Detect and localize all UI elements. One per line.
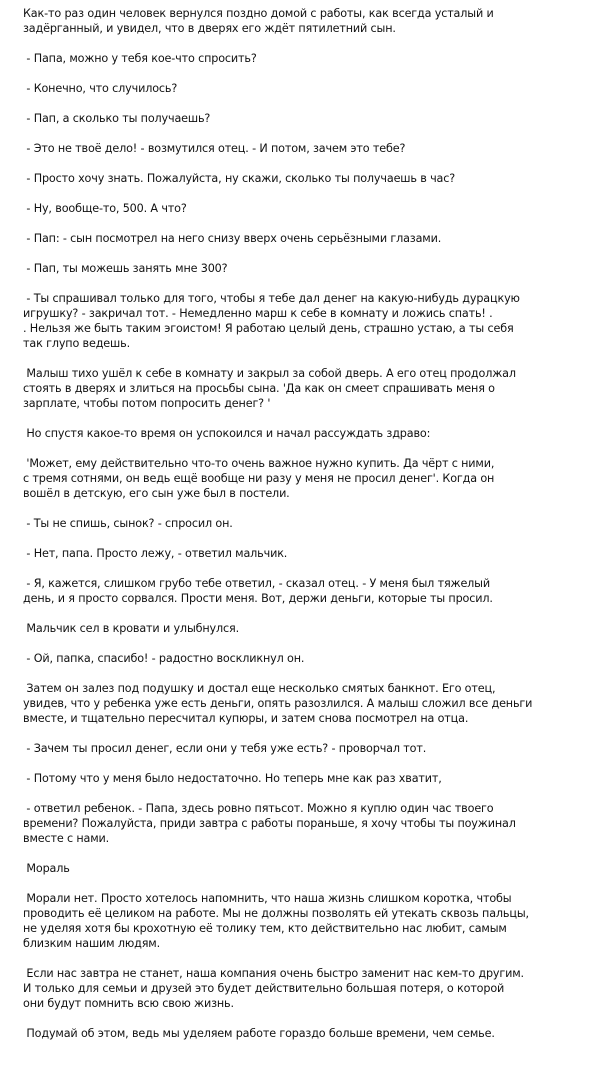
paragraph-dialogue: - Ты спрашивал только для того, чтобы я тебе дал денег на какую-нибудь дурацкую игрушку? - закричал тот. - Немедленно марш к себе в комнату и ложись спать! . . Нельзя же быть таким эгоистом! Я работаю целый день, страшно устаю, а ты себя так глупо ведешь. [23, 292, 520, 350]
story-text [23, 6, 603, 1041]
paragraph-dialogue: - Папа, можно у тебя кое-что спросить? [23, 52, 257, 65]
paragraph-moral: Морали нет. Просто хотелось напомнить, что наша жизнь слишком коротка, чтобы проводить её целиком на работе. Мы не должны позволять ей утекать сквозь пальцы, не уделяя хотя бы крохотную её толику тем, кто действительно нас любит, самым близким нашим людям. [23, 892, 529, 950]
paragraph-narration: Затем он залез под подушку и достал еще несколько смятых банкнот. Его отец, увидев, что у ребенка уже есть деньги, опять разозлился. А малыш сложил все деньги вместе, и тщательно пересчитал купюры, и затем снова посмотрел на отца. [23, 682, 533, 725]
paragraph-narration: 'Может, ему действительно что-то очень важное нужно купить. Да чёрт с ними, с тремя сотнями, он ведь ещё вообще ни разу у меня не просил денег'. Когда он вошёл в детскую, его сын уже был в постели. [23, 457, 495, 500]
paragraph-dialogue: - Просто хочу знать. Пожалуйста, ну скажи, сколько ты получаешь в час? [23, 172, 456, 185]
paragraph-intro: Как-то раз один человек вернулся поздно домой с работы, как всегда усталый и задёрганный, и увидел, что в дверях его ждёт пятилетний сын. [23, 7, 494, 35]
paragraph-closing: Подумай об этом, ведь мы уделяем работе гораздо больше времени, чем семье. [23, 1027, 495, 1040]
paragraph-dialogue: - Это не твоё дело! - возмутился отец. - И потом, зачем это тебе? [23, 142, 406, 155]
paragraph-dialogue: - Потому что у меня было недостаточно. Но теперь мне как раз хватит, [23, 772, 442, 785]
paragraph-dialogue: - ответил ребенок. - Папа, здесь ровно пятьсот. Можно я куплю один час твоего времени? Пожалуйста, приди завтра с работы пораньше, я хочу чтобы ты поужинал вместе с нами. [23, 802, 516, 845]
paragraph-dialogue: - Нет, папа. Просто лежу, - ответил мальчик. [23, 547, 288, 560]
paragraph-dialogue: - Ты не спишь, сынок? - спросил он. [23, 517, 233, 530]
paragraph-dialogue: - Конечно, что случилось? [23, 82, 178, 95]
paragraph-dialogue: - Пап, а сколько ты получаешь? [23, 112, 211, 125]
paragraph-narration: Малыш тихо ушёл к себе в комнату и закрыл за собой дверь. А его отец продолжал стоять в дверях и злиться на просьбы сына. 'Да как он смеет спрашивать меня о зарплате, чтобы потом попросить денег? ' [23, 367, 516, 410]
paragraph-dialogue: - Зачем ты просил денег, если они у тебя уже есть? - проворчал тот. [23, 742, 427, 755]
paragraph-narration: Но спустя какое-то время он успокоился и начал рассуждать здраво: [23, 427, 431, 440]
paragraph-narration: Мальчик сел в кровати и улыбнулся. [23, 622, 239, 635]
moral-heading: Мораль [23, 862, 70, 875]
paragraph-dialogue: - Пап: - сын посмотрел на него снизу вверх очень серьёзными глазами. [23, 232, 442, 245]
paragraph-dialogue: - Ой, папка, спасибо! - радостно воскликнул он. [23, 652, 305, 665]
paragraph-dialogue: - Я, кажется, слишком грубо тебе ответил, - сказал отец. - У меня был тяжелый день, и я просто сорвался. Прости меня. Вот, держи деньги, которые ты просил. [23, 577, 493, 605]
paragraph-dialogue: - Ну, вообще-то, 500. А что? [23, 202, 187, 215]
paragraph-dialogue: - Пап, ты можешь занять мне 300? [23, 262, 228, 275]
paragraph-moral: Если нас завтра не станет, наша компания очень быстро заменит нас кем-то другим. И только для семьи и друзей это будет действительно большая потеря, о которой они будут помнить всю свою жизнь. [23, 967, 524, 1010]
